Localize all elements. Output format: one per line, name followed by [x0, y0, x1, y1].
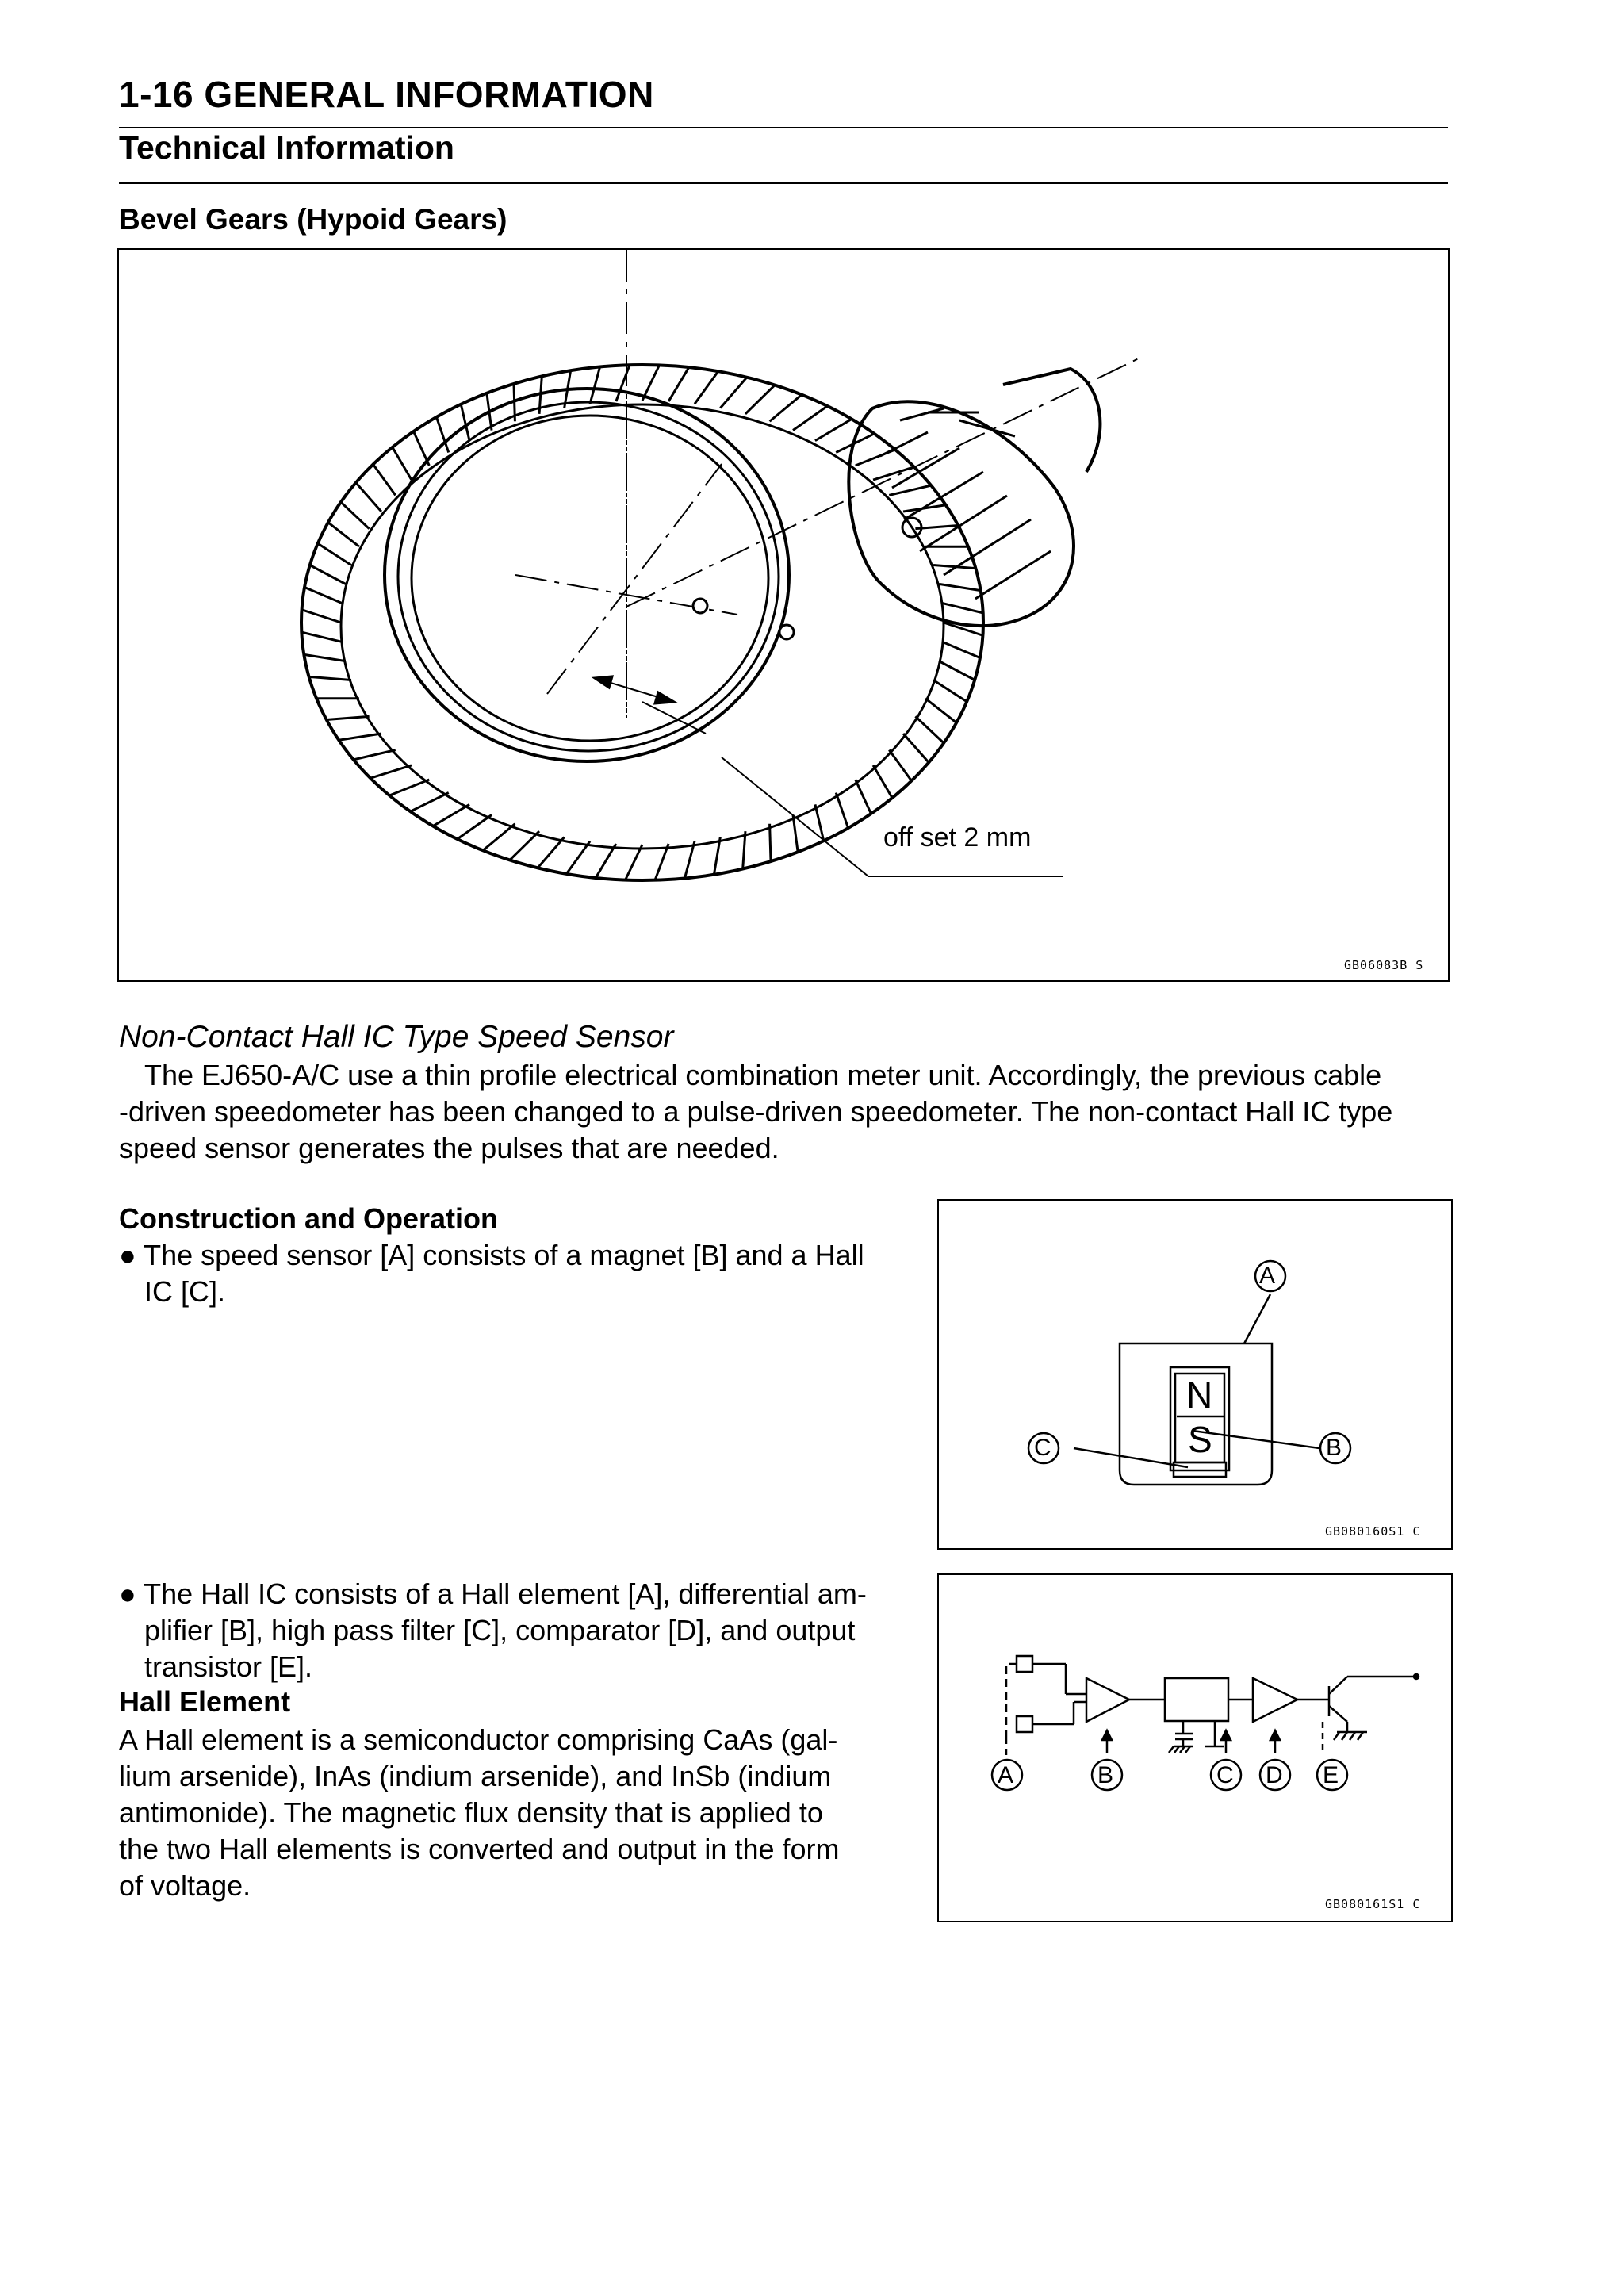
gear-tooth [538, 837, 565, 868]
bullet-text: The Hall IC consists of a Hall element [A], differential am- [144, 1577, 867, 1610]
header-rule-bottom [119, 182, 1448, 184]
label-d: D [1266, 1762, 1283, 1788]
gear-tooth [458, 814, 492, 838]
label-a: A [998, 1762, 1014, 1788]
magnet-south: S [1188, 1419, 1212, 1460]
gear-tooth [483, 824, 515, 851]
bevel-gear-illustration [119, 250, 1451, 983]
hall-line: of voltage. [119, 1869, 251, 1902]
label-a: A [1259, 1263, 1276, 1289]
gear-tooth [433, 804, 469, 826]
gear-tooth [695, 371, 718, 404]
gear-tooth [510, 831, 539, 860]
gear-tooth [720, 378, 747, 408]
gear-tooth [668, 367, 689, 401]
gear-tooth [815, 804, 824, 841]
gear-tooth [873, 765, 892, 798]
bullet-text: plifier [B], high pass filter [C], comparator [D], and output [144, 1614, 856, 1646]
label-c: C [1034, 1435, 1051, 1461]
gear-tooth [328, 523, 359, 547]
gear-tooth [616, 365, 630, 401]
gear-tooth [339, 734, 381, 740]
gear-tooth [856, 780, 871, 814]
hall-line: antimonide). The magnetic flux density that is applied to [119, 1796, 823, 1829]
bullet-dot: ● [119, 1239, 136, 1271]
gear-tooth [903, 734, 929, 762]
gear-tooth [943, 604, 983, 613]
gear-tooth [354, 750, 396, 760]
gear-tooth [793, 406, 827, 430]
construction-heading: Construction and Operation [119, 1202, 499, 1235]
intro-line: -driven speedometer has been changed to a pulse-driven speedometer. The non-contact Hall IC type [119, 1095, 1393, 1128]
gear-tooth [793, 814, 798, 852]
label-e: E [1323, 1762, 1339, 1788]
intro-line: The EJ650-A/C use a thin profile electrical combination meter unit. Accordingly, the previous cable [144, 1059, 1382, 1091]
bevel-gear-figure [117, 248, 1450, 982]
intro-line: speed sensor generates the pulses that are needed. [119, 1132, 779, 1164]
gear-tooth [310, 565, 346, 584]
bullet-text: transistor [E]. [144, 1650, 313, 1683]
hall-line: lium arsenide), InAs (indium arsenide), and InSb (indium [119, 1760, 832, 1792]
bullet-item-1 [119, 1237, 904, 1310]
gear-tooth [356, 483, 381, 512]
bullet-dot: ● [119, 1577, 136, 1610]
speed-sensor-heading: Non-Contact Hall IC Type Speed Sensor [119, 1020, 674, 1054]
gear-tooth [309, 676, 351, 680]
gear-tooth [370, 765, 412, 778]
gear-tooth [389, 780, 429, 795]
gear-tooth [889, 750, 911, 781]
gear-tooth [566, 841, 590, 874]
gear-tooth [815, 419, 852, 440]
gear-tooth [939, 661, 975, 680]
gear-tooth [393, 447, 412, 480]
hall-line: A Hall element is a semiconductor comprising CaAs (gal- [119, 1723, 838, 1756]
figure-code: GB06083B S [1344, 958, 1424, 972]
figure-code: GB080160S1 C [1325, 1524, 1421, 1539]
gear-tooth [302, 610, 341, 623]
gear-tooth [626, 845, 642, 880]
gear-tooth [770, 395, 802, 422]
gear-tooth [318, 543, 351, 565]
gear-tooth [933, 680, 967, 701]
header-rule-top [119, 127, 1448, 128]
gear-tooth [745, 385, 775, 414]
gear-tooth [590, 367, 600, 404]
offset-label: off set 2 mm [883, 822, 1032, 853]
bullet-text: The speed sensor [A] consists of a magnet [B] and a Hall [144, 1239, 864, 1271]
magnet-north: N [1186, 1374, 1213, 1416]
speed-sensor-figure [937, 1199, 1453, 1550]
hall-element-text [119, 1722, 900, 1904]
section-title: Technical Information [119, 129, 454, 166]
label-b: B [1097, 1762, 1114, 1788]
bullet-text: IC [C]. [144, 1275, 226, 1308]
label-c: C [1216, 1762, 1234, 1788]
gear-tooth [410, 792, 448, 811]
hall-line: the two Hall elements is converted and output in the form [119, 1833, 840, 1865]
gear-tooth [327, 716, 370, 719]
gear-tooth [301, 632, 342, 642]
gear-tooth [373, 465, 396, 496]
gear-tooth [341, 502, 370, 529]
figure-code: GB080161S1 C [1325, 1897, 1421, 1911]
bullet-item-2 [119, 1576, 912, 1685]
gear-tooth [304, 654, 345, 661]
gear-tooth [915, 716, 944, 743]
speed-sensor-intro [119, 1057, 1451, 1167]
hall-element-heading: Hall Element [119, 1685, 291, 1718]
bevel-gears-heading: Bevel Gears (Hypoid Gears) [119, 203, 508, 236]
hall-ic-circuit [939, 1575, 1454, 1924]
gear-tooth [596, 844, 616, 878]
page-title: 1-16 GENERAL INFORMATION [119, 74, 654, 115]
label-b: B [1326, 1435, 1342, 1461]
gear-tooth [836, 792, 848, 828]
hall-ic-figure [937, 1573, 1453, 1922]
gear-tooth [770, 824, 771, 861]
gear-tooth [939, 584, 980, 590]
gear-tooth [925, 699, 956, 723]
gear-tooth [304, 588, 342, 604]
gear-tooth [943, 642, 980, 657]
